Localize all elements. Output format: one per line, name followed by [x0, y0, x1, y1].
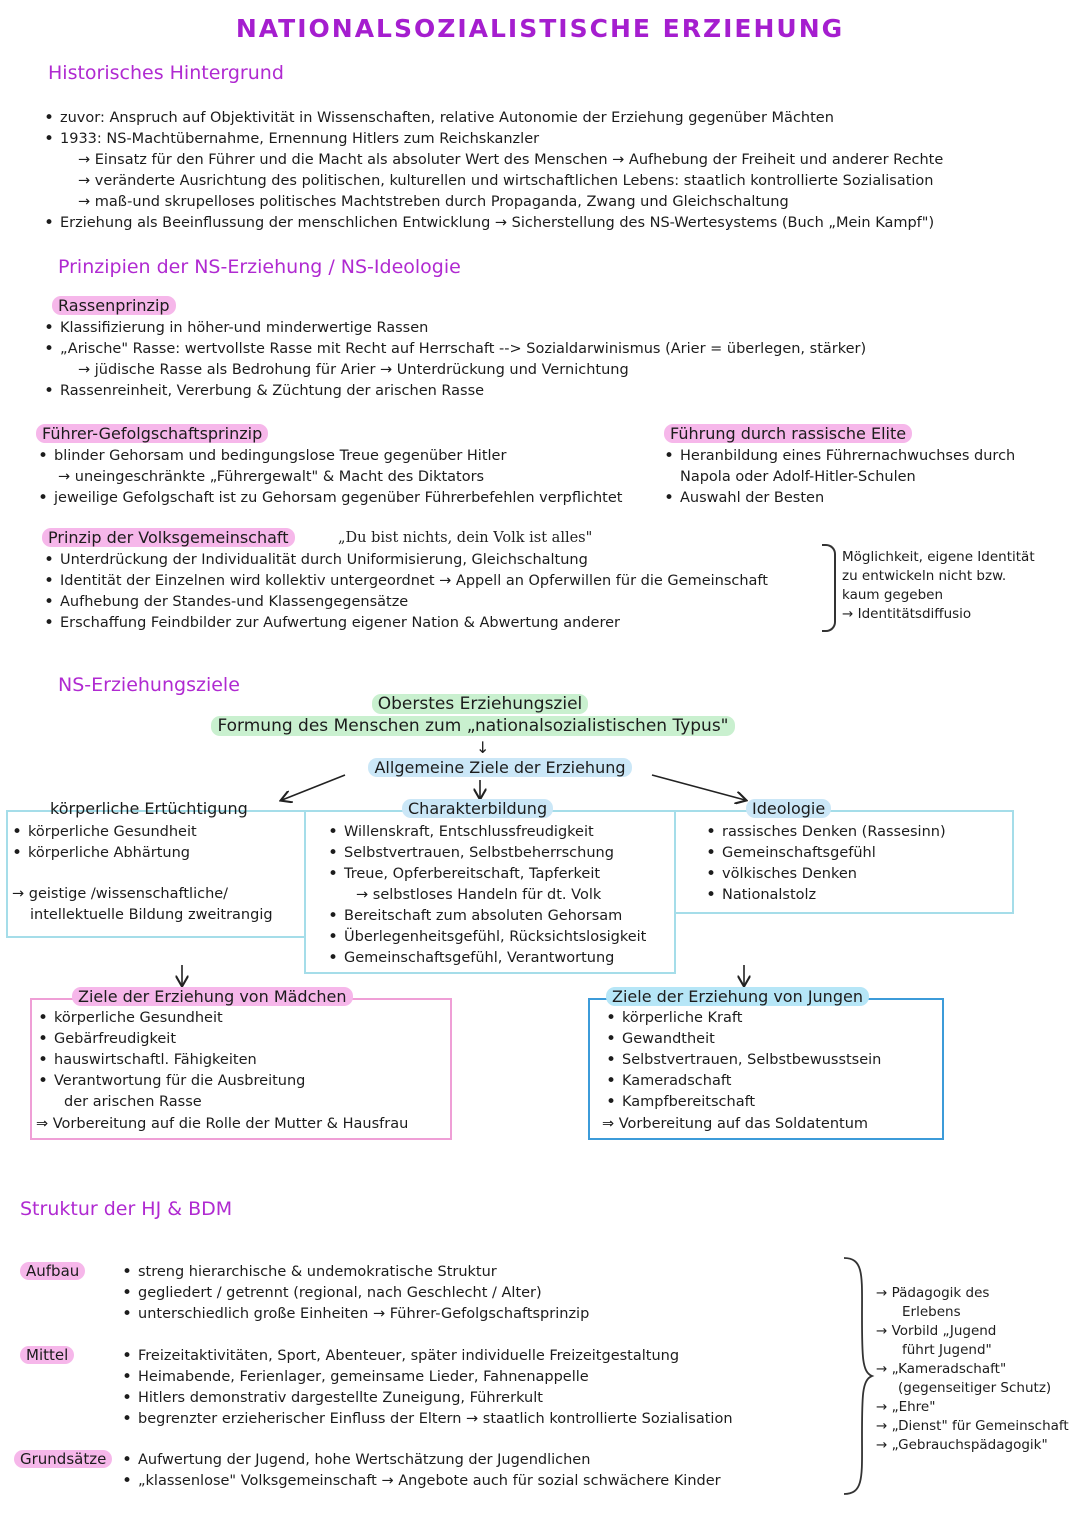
- aufbau-label-wrap: [20, 1262, 85, 1280]
- list-item: • gegliedert / getrennt (regional, nach Geschlecht / Alter): [120, 1283, 589, 1304]
- list-item: • Nationalstolz: [704, 885, 946, 906]
- list-item: • völkisches Denken: [704, 864, 946, 885]
- note-line: → Identitätsdiffusio: [842, 606, 972, 622]
- list-item: • jeweilige Gefolgschaft ist zu Gehorsam gegenüber Führerbefehlen verpflichtet: [36, 488, 622, 509]
- oberstes-label: Oberstes Erziehungsziel: [372, 694, 589, 714]
- koerper-title: körperliche Ertüchtigung: [50, 799, 248, 818]
- list-item: • Gebärfreudigkeit: [36, 1029, 305, 1050]
- list-item: • Selbstvertrauen, Selbstbeherrschung: [326, 843, 646, 864]
- arrow-right-icon: [652, 775, 745, 800]
- list-item: • Freizeitaktivitäten, Sport, Abenteuer, später individuelle Freizeitgestaltung: [120, 1346, 733, 1367]
- note-line: zu entwickeln nicht bzw.: [842, 568, 1007, 584]
- rassenprinzip-label: Rassenprinzip: [52, 296, 176, 315]
- side-line: → „Gebrauchspädagogik": [876, 1437, 1048, 1453]
- note-line: Möglichkeit, eigene Identität: [842, 549, 1035, 565]
- list-item: der arischen Rasse: [64, 1094, 202, 1110]
- jungen-title: Ziele der Erziehung von Jungen: [606, 987, 869, 1006]
- list-item: • 1933: NS-Machtübernahme, Ernennung Hitlers zum Reichskanzler: [42, 129, 943, 150]
- grundsaetze-label-wrap: [14, 1450, 112, 1468]
- list-item: • „klassenlose" Volksgemeinschaft → Angebote auch für sozial schwächere Kinder: [120, 1471, 721, 1492]
- list-item: • zuvor: Anspruch auf Objektivität in Wissenschaften, relative Autonomie der Erziehung gegenüber Mächten: [42, 108, 943, 129]
- box-jungen: [588, 987, 944, 1140]
- list-item: • körperliche Gesundheit: [36, 1008, 305, 1029]
- list-item: • rassisches Denken (Rassesinn): [704, 822, 946, 843]
- box-charakter: [304, 799, 676, 974]
- mittel-label: Mittel: [20, 1346, 74, 1364]
- list-item: • hauswirtschaftl. Fähigkeiten: [36, 1050, 305, 1071]
- page-title: NATIONALSOZIALISTISCHE ERZIEHUNG: [235, 14, 845, 43]
- list-item: • Verantwortung für die Ausbreitung: [36, 1071, 305, 1092]
- list-item: • körperliche Abhärtung: [10, 843, 197, 864]
- list-item: • blinder Gehorsam und bedingungslose Treue gegenüber Hitler: [36, 446, 622, 467]
- grundsaetze-label: Grundsätze: [14, 1450, 112, 1468]
- note-line: kaum gegeben: [842, 587, 944, 603]
- jungen-note: ⇒ Vorbereitung auf das Soldatentum: [602, 1116, 869, 1132]
- charakter-title: Charakterbildung: [402, 799, 553, 818]
- list-item: • körperliche Gesundheit: [10, 822, 197, 843]
- heading-prinzipien: Prinzipien der NS-Erziehung / NS-Ideologie: [58, 256, 461, 278]
- list-item: → uneingeschränkte „Führergewalt" & Macht des Diktators: [58, 469, 485, 485]
- koerper-note1: → geistige /wissenschaftliche/: [12, 886, 229, 902]
- allgemein-label: Allgemeine Ziele der Erziehung: [368, 758, 631, 777]
- maedchen-title: Ziele der Erziehung von Mädchen: [72, 987, 353, 1006]
- side-line: → „Dienst" für Gemeinschaft: [876, 1418, 1069, 1434]
- list-item: • Selbstvertrauen, Selbstbewusstsein: [604, 1050, 881, 1071]
- list-aufbau: [120, 1262, 589, 1325]
- list-item: • Treue, Opferbereitschaft, Tapferkeit: [326, 864, 646, 885]
- list-item: • Identität der Einzelnen wird kollektiv untergeordnet → Appell an Opferwillen für die Gemeinschaft: [42, 571, 768, 592]
- list-item: • Erziehung als Beeinflussung der menschlichen Entwicklung → Sicherstellung des NS-Wertesystems (Buch „Mein Kampf"): [42, 213, 943, 234]
- list-mittel: [120, 1346, 733, 1430]
- list-item: • streng hierarchische & undemokratische Struktur: [120, 1262, 589, 1283]
- list-item: • Erschaffung Feindbilder zur Aufwertung eigener Nation & Abwertung anderer: [42, 613, 768, 634]
- list-item: → jüdische Rasse als Bedrohung für Arier → Unterdrückung und Vernichtung: [78, 362, 629, 378]
- list-item: • „Arische" Rasse: wertvollste Rasse mit Recht auf Herrschaft --> Sozialdarwinismus (Arier = überlegen, stärker): [42, 339, 866, 360]
- arrow-left-icon: [282, 775, 345, 800]
- list-grundsaetze: [120, 1450, 721, 1492]
- ideologie-title: Ideologie: [746, 799, 831, 818]
- list-item: → Einsatz für den Führer und die Macht als absoluter Wert des Menschen → Aufhebung der Freiheit und anderer Rechte: [78, 152, 944, 168]
- list-item: • Gemeinschaftsgefühl: [704, 843, 946, 864]
- struktur-brace: [840, 1256, 876, 1496]
- list-item: • Aufhebung der Standes-und Klassengegensätze: [42, 592, 768, 613]
- side-line: Erlebens: [902, 1304, 961, 1320]
- list-item: • Kampfbereitschaft: [604, 1092, 881, 1113]
- list-ideologie: [704, 822, 946, 906]
- side-line: → „Kameradschaft": [876, 1361, 1007, 1377]
- elite-label: Führung durch rassische Elite: [664, 424, 912, 443]
- side-line: → „Ehre": [876, 1399, 936, 1415]
- list-item: • Unterdrückung der Individualität durch Uniformisierung, Gleichschaltung: [42, 550, 768, 571]
- list-item: • Heimabende, Ferienlager, gemeinsame Lieder, Fahnenappelle: [120, 1367, 733, 1388]
- side-line: → Vorbild „Jugend: [876, 1323, 997, 1339]
- list-koerper: [10, 822, 197, 864]
- list-item: • Willenskraft, Entschlussfreudigkeit: [326, 822, 646, 843]
- box-ideologie: [674, 799, 1014, 914]
- list-item: • Heranbildung eines Führernachwuchses durch: [662, 446, 1015, 467]
- koerper-note2: intellektuelle Bildung zweitrangig: [30, 907, 273, 923]
- list-maedchen: [36, 1008, 305, 1113]
- mittel-label-wrap: [20, 1346, 74, 1364]
- list-item: • Auswahl der Besten: [662, 488, 1015, 509]
- volk-quote: „Du bist nichts, dein Volk ist alles": [338, 530, 593, 546]
- list-charakter: [326, 822, 646, 969]
- side-line: → Pädagogik des: [876, 1285, 990, 1301]
- list-item: • Aufwertung der Jugend, hohe Wertschätzung der Jugendlichen: [120, 1450, 721, 1471]
- maedchen-note: ⇒ Vorbereitung auf die Rolle der Mutter & Hausfrau: [36, 1116, 409, 1132]
- heading-historisch: Historisches Hintergrund: [48, 62, 284, 84]
- fuehrer-label: Führer-Gefolgschaftsprinzip: [36, 424, 268, 443]
- list-item: • Überlegenheitsgefühl, Rücksichtslosigkeit: [326, 927, 646, 948]
- list-jungen: [604, 1008, 881, 1113]
- list-item: Napola oder Adolf-Hitler-Schulen: [680, 469, 916, 485]
- list-item: • Kameradschaft: [604, 1071, 881, 1092]
- list-item: • Gewandtheit: [604, 1029, 881, 1050]
- list-item: → veränderte Ausrichtung des politischen, kulturellen und wirtschaftlichen Lebens: staatlich kontrollierte Sozialisation: [78, 173, 934, 189]
- volk-label: Prinzip der Volksgemeinschaft: [42, 528, 295, 547]
- list-item: • Rassenreinheit, Vererbung & Züchtung der arischen Rasse: [42, 381, 866, 402]
- list-item: • unterschiedlich große Einheiten → Führer-Gefolgschaftsprinzip: [120, 1304, 589, 1325]
- arrow-down-icon: ↓: [476, 738, 490, 757]
- oberstes-text-label: Formung des Menschen zum „nationalsozialistischen Typus": [211, 716, 734, 736]
- list-item: • Klassifizierung in höher-und minderwertige Rassen: [42, 318, 866, 339]
- aufbau-label: Aufbau: [20, 1262, 85, 1280]
- struktur-side: [876, 1284, 1069, 1455]
- heading-struktur: Struktur der HJ & BDM: [20, 1198, 233, 1220]
- side-line: (gegenseitiger Schutz): [898, 1380, 1052, 1396]
- heading-ziele: NS-Erziehungsziele: [58, 674, 240, 696]
- list-item: • Gemeinschaftsgefühl, Verantwortung: [326, 948, 646, 969]
- list-item: → selbstloses Handeln für dt. Volk: [356, 887, 602, 903]
- list-item: → maß-und skrupelloses politisches Machtstreben durch Propaganda, Zwang und Gleichschaltung: [78, 194, 789, 210]
- box-maedchen: [30, 987, 452, 1140]
- list-item: • körperliche Kraft: [604, 1008, 881, 1029]
- box-koerper: [6, 799, 306, 938]
- side-line: führt Jugend": [902, 1342, 992, 1358]
- list-item: • Bereitschaft zum absoluten Gehorsam: [326, 906, 646, 927]
- list-item: • Hitlers demonstrativ dargestellte Zuneigung, Führerkult: [120, 1388, 733, 1409]
- list-item: • begrenzter erzieherischer Einfluss der Eltern → staatlich kontrollierte Sozialisation: [120, 1409, 733, 1430]
